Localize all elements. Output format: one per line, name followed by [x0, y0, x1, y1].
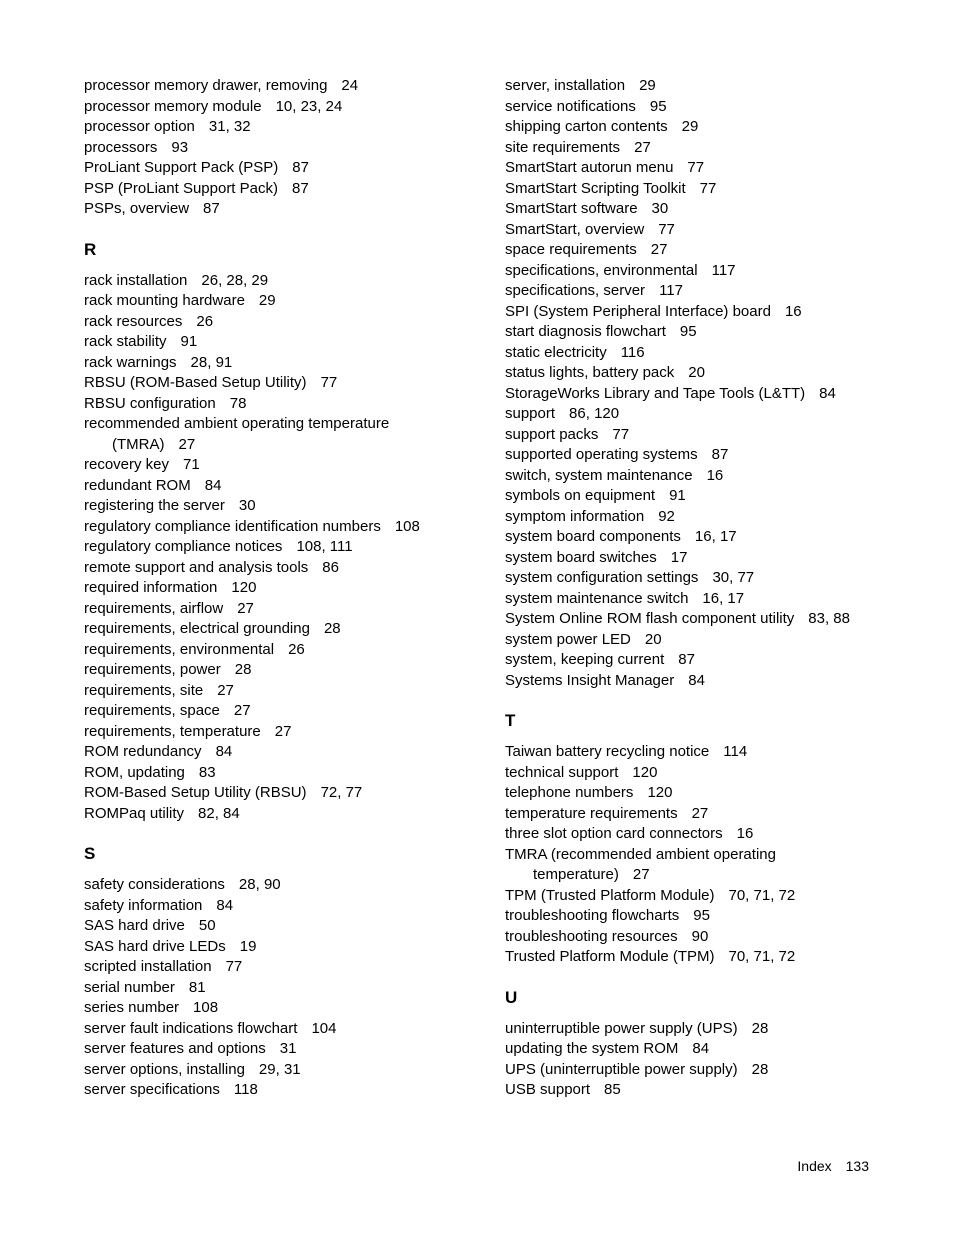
index-term: SAS hard drive LEDs — [84, 937, 226, 955]
index-page-refs: 91 — [180, 333, 198, 350]
index-entry — [505, 568, 925, 589]
index-term: requirements, space — [84, 702, 220, 719]
index-page-refs: 93 — [171, 138, 189, 156]
index-entry — [505, 384, 925, 405]
index-term: requirements, environmental — [84, 640, 275, 658]
index-page-refs: 27 — [217, 681, 234, 699]
index-term: PSP (ProLiant Support Pack) — [84, 179, 278, 197]
index-page-refs: 108 — [193, 999, 219, 1016]
index-entry — [84, 476, 484, 497]
index-page-refs: 28 — [323, 620, 341, 637]
index-entry — [505, 804, 925, 825]
index-entry — [505, 671, 925, 692]
index-page-refs: 84 — [204, 476, 222, 494]
index-page-refs: 77 — [320, 374, 338, 391]
index-column-left — [84, 76, 484, 1101]
index-page-refs: 108 — [394, 517, 420, 535]
index-entry — [84, 496, 484, 517]
index-term: SPI (System Peripheral Interface) board — [505, 302, 771, 320]
index-term: requirements, power — [84, 661, 221, 678]
index-term: service notifications — [505, 97, 636, 115]
index-page-refs: 20 — [688, 364, 705, 381]
index-page-refs: 27 — [233, 702, 251, 719]
index-term: required information — [84, 579, 218, 596]
index-term: RBSU (ROM-Based Setup Utility) — [84, 374, 307, 391]
index-page-refs: 117 — [659, 282, 683, 299]
index-page-refs: 77 — [687, 159, 705, 176]
index-term: SmartStart Scripting Toolkit — [505, 179, 686, 197]
index-term: requirements, site — [84, 681, 204, 699]
index-page-refs: 17 — [670, 548, 688, 566]
index-page-refs: 120 — [231, 579, 257, 596]
index-entry — [84, 1039, 484, 1060]
index-entry — [505, 589, 925, 610]
index-term: UPS (uninterruptible power supply) — [505, 1060, 738, 1078]
index-term: regulatory compliance identification numbers — [84, 517, 381, 535]
index-term: troubleshooting flowcharts — [505, 907, 680, 924]
index-term: three slot option card connectors — [505, 825, 723, 842]
index-page-refs: 27 — [634, 138, 651, 156]
index-page-refs: 31, 32 — [208, 118, 251, 135]
index-entry — [84, 271, 484, 292]
index-term: Systems Insight Manager — [505, 671, 675, 689]
index-term: regulatory compliance notices — [84, 538, 283, 555]
index-entry — [84, 701, 484, 722]
index-term: system maintenance switch — [505, 589, 689, 607]
index-entry — [505, 609, 925, 630]
index-page-refs: 78 — [229, 394, 247, 412]
index-page-refs: 28 — [751, 1060, 769, 1078]
index-term: RBSU configuration — [84, 394, 216, 412]
index-term: ProLiant Support Pack (PSP) — [84, 159, 279, 176]
index-page-refs: 27 — [650, 241, 668, 258]
index-page-refs: 16, 17 — [702, 589, 745, 607]
index-entry — [84, 558, 484, 579]
index-entry — [84, 414, 484, 455]
index-entry — [84, 896, 484, 917]
index-entry — [84, 742, 484, 763]
index-page-refs: 87 — [711, 446, 729, 463]
index-term-continuation-text: temperature) — [533, 866, 619, 883]
index-term: System Online ROM flash component utility — [505, 610, 795, 627]
index-term: scripted installation — [84, 958, 212, 975]
index-entry — [505, 445, 925, 466]
index-term: static electricity — [505, 343, 607, 361]
index-entry — [84, 537, 484, 558]
index-term: SmartStart software — [505, 200, 638, 217]
footer-label: Index — [797, 1158, 832, 1174]
index-page-refs: 84 — [692, 1040, 710, 1057]
page-footer — [797, 1158, 869, 1174]
index-entry — [84, 978, 484, 999]
index-entry — [505, 220, 925, 241]
index-term: requirements, electrical grounding — [84, 620, 310, 637]
index-term: processor memory drawer, removing — [84, 77, 328, 94]
index-term: technical support — [505, 763, 619, 781]
index-term: uninterruptible power supply (UPS) — [505, 1019, 738, 1037]
index-page-refs: 118 — [233, 1081, 258, 1098]
index-page-refs: 27 — [178, 435, 196, 453]
index-term: rack stability — [84, 333, 167, 350]
index-page-refs: 72, 77 — [320, 784, 363, 801]
index-term: Taiwan battery recycling notice — [505, 743, 710, 760]
index-term: telephone numbers — [505, 784, 634, 801]
index-page-refs: 19 — [239, 937, 257, 955]
index-page-refs: 27 — [691, 804, 709, 822]
index-term: server options, installing — [84, 1060, 245, 1078]
index-page-refs: 87 — [678, 651, 695, 668]
index-term: recovery key — [84, 456, 170, 473]
index-term: specifications, environmental — [505, 261, 698, 279]
index-entry — [505, 281, 925, 302]
index-entry — [84, 117, 484, 138]
index-page-refs: 71 — [183, 456, 200, 473]
index-entry — [505, 138, 925, 159]
index-page-refs: 108, 111 — [296, 538, 353, 555]
index-entry — [84, 1080, 484, 1101]
index-page-refs: 82, 84 — [198, 804, 240, 822]
index-term: support packs — [505, 425, 599, 443]
index-page-refs: 29, 31 — [258, 1060, 301, 1078]
index-entry — [505, 548, 925, 569]
index-term: start diagnosis flowchart — [505, 323, 666, 340]
index-page-refs: 77 — [699, 179, 717, 197]
index-page-refs: 26, 28, 29 — [201, 271, 269, 289]
index-page-refs: 29 — [639, 77, 656, 94]
index-term: system board switches — [505, 548, 657, 566]
index-term: specifications, server — [505, 282, 646, 299]
index-entry — [84, 179, 484, 200]
index-term: processor option — [84, 118, 195, 135]
index-entry — [505, 466, 925, 487]
index-page-refs: 77 — [612, 425, 630, 443]
index-page-refs: 16 — [706, 466, 724, 484]
index-term: rack installation — [84, 271, 188, 289]
index-term: system board components — [505, 528, 681, 545]
index-term: ROM-Based Setup Utility (RBSU) — [84, 784, 307, 801]
index-page-refs: 116 — [620, 343, 645, 361]
index-term: symptom information — [505, 507, 645, 525]
index-term: StorageWorks Library and Tape Tools (L&TT) — [505, 384, 806, 402]
index-page-refs: 16 — [784, 302, 802, 320]
index-entry — [505, 117, 925, 138]
index-entry — [84, 199, 484, 220]
index-term: status lights, battery pack — [505, 364, 675, 381]
index-term: TMRA (recommended ambient operating — [505, 845, 776, 863]
index-page-refs: 27 — [274, 722, 292, 740]
index-entry — [505, 425, 925, 446]
index-page-refs: 83, 88 — [808, 610, 850, 627]
index-term: system power LED — [505, 630, 631, 648]
index-term-continuation — [84, 435, 484, 456]
index-page-refs: 120 — [632, 763, 658, 781]
index-term: symbols on equipment — [505, 487, 656, 504]
index-entry — [505, 1060, 925, 1081]
index-term: requirements, temperature — [84, 722, 261, 740]
index-entry — [84, 353, 484, 374]
index-page-refs: 95 — [679, 323, 697, 340]
index-entry — [505, 261, 925, 282]
index-entry — [84, 578, 484, 599]
index-page-refs: 90 — [691, 927, 709, 945]
index-entry — [84, 875, 484, 896]
index-term: troubleshooting resources — [505, 927, 678, 945]
index-entry — [84, 138, 484, 159]
index-page-refs: 10, 23, 24 — [275, 97, 343, 115]
index-page-refs: 104 — [311, 1019, 337, 1037]
index-letter-heading: R — [84, 239, 97, 259]
index-page-refs: 24 — [341, 77, 359, 94]
index-term: recommended ambient operating temperature — [84, 415, 390, 432]
index-term: ROMPaq utility — [84, 804, 185, 822]
index-entry — [84, 722, 484, 743]
index-entry — [505, 76, 925, 97]
index-entry — [84, 998, 484, 1019]
index-entry — [84, 158, 484, 179]
index-entry — [84, 957, 484, 978]
index-entry — [505, 507, 925, 528]
index-entry — [505, 343, 925, 364]
index-term: redundant ROM — [84, 476, 191, 494]
index-page-refs: 26 — [288, 640, 305, 658]
index-term: safety considerations — [84, 876, 225, 893]
index-page-refs: 92 — [658, 507, 675, 525]
index-term: site requirements — [505, 138, 621, 156]
index-entry — [84, 291, 484, 312]
index-term: requirements, airflow — [84, 599, 224, 617]
index-entry — [84, 804, 484, 825]
index-entry — [505, 527, 925, 548]
index-page-refs: 117 — [711, 261, 736, 279]
index-entry — [84, 1019, 484, 1040]
index-page-refs: 86, 120 — [569, 405, 620, 422]
index-entry — [505, 650, 925, 671]
index-letter-heading: S — [84, 844, 96, 863]
index-page-refs: 83 — [198, 763, 216, 781]
index-page-refs: 50 — [198, 917, 216, 934]
index-page-refs: 28 — [751, 1019, 769, 1037]
index-term: processors — [84, 138, 158, 156]
index-page-refs: 31 — [279, 1040, 297, 1057]
index-entry — [84, 660, 484, 681]
index-page-refs: 16, 17 — [694, 528, 737, 545]
index-page-refs: 28, 90 — [238, 876, 281, 893]
index-page-refs: 81 — [188, 978, 206, 996]
index-entry — [505, 179, 925, 200]
index-entry — [505, 97, 925, 118]
index-entry — [84, 394, 484, 415]
index-page-refs: 95 — [649, 97, 667, 115]
index-letter-heading: U — [505, 987, 518, 1007]
index-term: SAS hard drive — [84, 917, 185, 934]
index-entry — [505, 1019, 925, 1040]
index-term: processor memory module — [84, 97, 262, 115]
index-entry — [505, 763, 925, 784]
index-term: switch, system maintenance — [505, 466, 693, 484]
index-page-refs: 30 — [238, 497, 256, 514]
index-term-continuation-text: (TMRA) — [112, 435, 165, 453]
page-number: 133 — [845, 1158, 869, 1174]
index-entry — [505, 742, 925, 763]
index-entry — [505, 783, 925, 804]
index-term: SmartStart, overview — [505, 220, 645, 238]
index-entry — [505, 322, 925, 343]
index-entry — [84, 332, 484, 353]
index-page-refs: 77 — [658, 220, 675, 238]
index-term: supported operating systems — [505, 446, 698, 463]
index-page-refs: 84 — [215, 743, 233, 760]
index-entry — [84, 517, 484, 538]
index-entry — [84, 937, 484, 958]
index-term: server specifications — [84, 1081, 220, 1098]
index-term: server fault indications flowchart — [84, 1019, 298, 1037]
index-page-refs: 30, 77 — [712, 569, 755, 586]
index-term: support — [505, 405, 556, 422]
index-entry — [84, 640, 484, 661]
index-entry — [84, 916, 484, 937]
index-page-refs: 29 — [258, 292, 276, 309]
index-page-refs: 29 — [681, 118, 699, 135]
index-term: rack warnings — [84, 353, 177, 371]
index-page-refs: 70, 71, 72 — [728, 948, 796, 965]
index-page-refs: 87 — [203, 200, 220, 217]
index-term: serial number — [84, 978, 175, 996]
index-entry — [505, 886, 925, 907]
index-term: ROM, updating — [84, 763, 185, 781]
index-entry — [505, 363, 925, 384]
index-term: rack mounting hardware — [84, 292, 245, 309]
index-entry — [84, 373, 484, 394]
index-entry — [84, 76, 484, 97]
index-entry — [84, 97, 484, 118]
index-term: server, installation — [505, 77, 626, 94]
index-page-refs: 30 — [651, 200, 669, 217]
index-entry — [84, 681, 484, 702]
index-term: Trusted Platform Module (TPM) — [505, 948, 715, 965]
index-column-right — [505, 76, 925, 1101]
index-entry — [505, 240, 925, 261]
index-term: registering the server — [84, 497, 225, 514]
index-page-refs: 70, 71, 72 — [728, 886, 796, 904]
index-entry — [505, 947, 925, 968]
index-page-refs: 95 — [693, 907, 710, 924]
index-entry — [84, 455, 484, 476]
index-page-refs: 87 — [292, 179, 309, 197]
index-page-refs: 120 — [647, 784, 673, 801]
index-entry — [505, 302, 925, 323]
index-entry — [505, 158, 925, 179]
index-term: USB support — [505, 1081, 591, 1098]
index-entry — [505, 1039, 925, 1060]
index-entry — [505, 845, 925, 886]
index-entry — [505, 199, 925, 220]
index-page-refs: 27 — [237, 599, 254, 617]
index-term: series number — [84, 999, 180, 1016]
index-entry — [505, 927, 925, 948]
index-term: TPM (Trusted Platform Module) — [505, 886, 715, 904]
index-page-refs: 84 — [819, 384, 836, 402]
index-term: SmartStart autorun menu — [505, 159, 674, 176]
index-term: system, keeping current — [505, 651, 665, 668]
index-term: temperature requirements — [505, 804, 678, 822]
index-page-refs: 91 — [669, 487, 686, 504]
index-page-refs: 87 — [292, 159, 309, 176]
index-term: safety information — [84, 896, 203, 914]
index-page-refs: 27 — [632, 866, 650, 883]
index-entry — [84, 763, 484, 784]
index-page-refs: 114 — [723, 743, 748, 760]
index-page-refs: 20 — [644, 630, 662, 648]
index-page-refs: 28 — [234, 661, 252, 678]
index-page-refs: 77 — [225, 958, 243, 975]
index-page-refs: 86 — [322, 558, 339, 576]
index-entry — [84, 1060, 484, 1081]
index-page-refs: 16 — [736, 825, 754, 842]
index-term-continuation — [505, 865, 925, 886]
index-term: ROM redundancy — [84, 743, 202, 760]
index-entry — [505, 486, 925, 507]
index-entry — [505, 824, 925, 845]
index-term: shipping carton contents — [505, 118, 668, 135]
index-term: PSPs, overview — [84, 200, 190, 217]
index-page-refs: 28, 91 — [190, 353, 233, 371]
index-term: space requirements — [505, 241, 637, 258]
index-entry — [505, 404, 925, 425]
index-page-refs: 84 — [688, 671, 705, 689]
index-term: remote support and analysis tools — [84, 558, 309, 576]
index-letter-heading: T — [505, 711, 516, 730]
index-term: updating the system ROM — [505, 1040, 679, 1057]
index-page-refs: 84 — [216, 896, 234, 914]
index-entry — [84, 619, 484, 640]
index-term: server features and options — [84, 1040, 266, 1057]
index-entry — [84, 783, 484, 804]
index-entry — [84, 599, 484, 620]
index-entry — [84, 312, 484, 333]
index-entry — [505, 1080, 925, 1101]
index-page-refs: 85 — [604, 1081, 621, 1098]
index-term: rack resources — [84, 312, 183, 330]
index-entry — [505, 630, 925, 651]
index-entry — [505, 906, 925, 927]
index-page-refs: 26 — [196, 312, 214, 330]
index-term: system configuration settings — [505, 569, 699, 586]
